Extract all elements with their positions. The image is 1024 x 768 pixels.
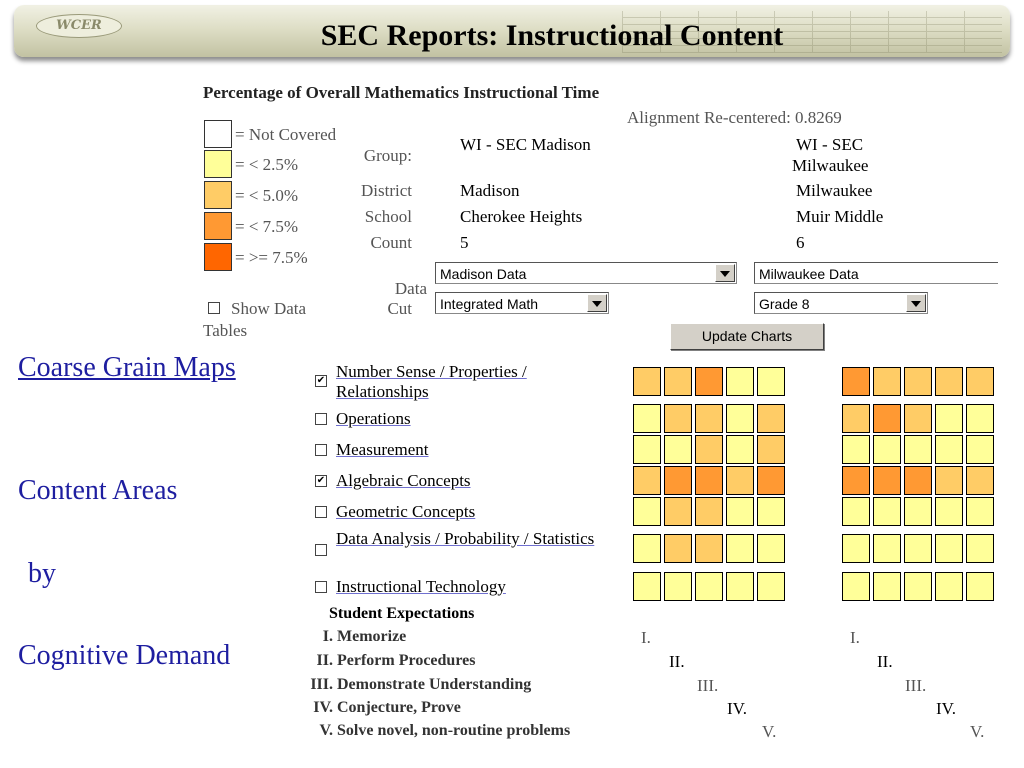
data-select-right[interactable] xyxy=(754,262,998,284)
expectation-label: Solve novel, non-routine problems xyxy=(337,722,571,739)
alignment-score: Alignment Re-centered: 0.8269 xyxy=(627,108,842,127)
axis-label-right: V. xyxy=(970,722,985,741)
data-select-left[interactable] xyxy=(435,262,737,284)
heatmap-cell xyxy=(664,534,692,563)
heatmap-cell xyxy=(726,497,754,526)
heatmap-cell xyxy=(695,435,723,464)
heatmap-cell xyxy=(842,367,870,396)
district-label: District xyxy=(361,181,412,200)
expectation-num: IV. xyxy=(313,699,333,716)
expectation-num: II. xyxy=(316,652,333,669)
by-label: by xyxy=(28,558,56,589)
group-value-right-line2: Milwaukee xyxy=(792,156,869,175)
heatmap-cell xyxy=(873,404,901,433)
district-value-left: Madison xyxy=(460,181,520,200)
heatmap-cell xyxy=(633,367,661,396)
heatmap-cell xyxy=(757,404,785,433)
heatmap-cell xyxy=(935,534,963,563)
heatmap-cell xyxy=(842,534,870,563)
group-value-left: WI - SEC Madison xyxy=(460,135,591,154)
chevron-down-icon[interactable] xyxy=(715,264,735,282)
expectation-label: Memorize xyxy=(337,628,407,645)
expectations-title: Student Expectations xyxy=(329,605,475,622)
school-label: School xyxy=(364,207,412,226)
heatmap-cell xyxy=(966,404,994,433)
wcer-logo: WCER xyxy=(36,14,122,38)
heatmap-cell xyxy=(904,367,932,396)
heatmap-cell xyxy=(726,534,754,563)
topic-operations[interactable]: Operations xyxy=(336,409,411,428)
heatmap-cell xyxy=(695,497,723,526)
heatmap-cell xyxy=(873,534,901,563)
heatmap-cell xyxy=(842,497,870,526)
heatmap-cell xyxy=(904,534,932,563)
heatmap-cell xyxy=(873,572,901,601)
cut-select-right[interactable] xyxy=(754,292,928,314)
topic-checkbox-algebraic[interactable]: ✔ xyxy=(316,475,326,486)
heatmap-cell xyxy=(726,367,754,396)
axis-label-right: II. xyxy=(877,652,893,671)
school-value-left: Cherokee Heights xyxy=(460,207,583,226)
heatmap-cell xyxy=(695,367,723,396)
heatmap-cell xyxy=(842,435,870,464)
data-label: Data xyxy=(394,279,427,298)
heatmap-cell xyxy=(966,367,994,396)
topic-checkbox-number-sense[interactable]: ✔ xyxy=(316,375,326,386)
heatmap-cell xyxy=(633,572,661,601)
content-areas-label: Content Areas xyxy=(18,475,178,506)
page-title: SEC Reports: Instructional Content xyxy=(320,19,784,52)
heatmap-cell xyxy=(757,435,785,464)
heatmap-cell xyxy=(726,404,754,433)
heatmap-cell xyxy=(904,466,932,495)
cut-select-right-value: Grade 8 xyxy=(759,296,810,312)
expectation-label: Perform Procedures xyxy=(337,652,476,669)
group-label: Group: xyxy=(363,146,412,165)
heatmap-cell xyxy=(695,534,723,563)
axis-label-left: V. xyxy=(762,722,777,741)
heatmap-cell xyxy=(726,572,754,601)
heatmap-cell xyxy=(904,497,932,526)
topic-measurement[interactable]: Measurement xyxy=(336,440,429,459)
topic-number-sense-line1: Number Sense / Properties / xyxy=(336,362,527,381)
heatmap-cell xyxy=(757,466,785,495)
axis-label-left: III. xyxy=(697,676,719,695)
heatmap-cell xyxy=(664,404,692,433)
cut-select-left[interactable] xyxy=(435,292,609,314)
count-label: Count xyxy=(370,233,412,252)
topic-checkbox-data-analysis[interactable] xyxy=(315,544,327,556)
heatmap-cell xyxy=(695,466,723,495)
heatmap-cell xyxy=(664,497,692,526)
legend-swatch-lt-2-5 xyxy=(204,150,232,178)
topic-checkbox-geometric[interactable] xyxy=(315,506,327,518)
heatmap-cell xyxy=(966,572,994,601)
cut-label: Cut xyxy=(387,299,412,318)
district-value-right: Milwaukee xyxy=(796,181,873,200)
chevron-down-icon[interactable] xyxy=(587,294,607,312)
legend-label: = < 5.0% xyxy=(235,186,299,205)
expectation-label: Demonstrate Understanding xyxy=(337,676,532,693)
heatmap-cell xyxy=(935,435,963,464)
heatmap-cell xyxy=(966,534,994,563)
coarse-grain-maps-link[interactable]: Coarse Grain Maps xyxy=(18,352,236,383)
topic-instructional-technology[interactable]: Instructional Technology xyxy=(336,577,506,596)
legend-swatch-gte-7-5 xyxy=(204,243,232,271)
heatmap-cell xyxy=(633,497,661,526)
expectation-num: V. xyxy=(319,722,333,739)
chevron-down-icon[interactable] xyxy=(906,294,926,312)
legend-swatch-lt-5-0 xyxy=(204,181,232,209)
heatmap-cell xyxy=(757,497,785,526)
heatmap-cell xyxy=(904,435,932,464)
axis-label-right: IV. xyxy=(936,699,956,718)
heatmap-cell xyxy=(873,497,901,526)
legend-label: = < 2.5% xyxy=(235,155,299,174)
heatmap-cell xyxy=(842,466,870,495)
heatmap-cell xyxy=(664,435,692,464)
heatmap-cell xyxy=(935,497,963,526)
topic-checkbox-operations[interactable] xyxy=(315,413,327,425)
axis-label-right: III. xyxy=(905,676,927,695)
heatmap-cell xyxy=(757,534,785,563)
heatmap-milwaukee xyxy=(842,367,997,602)
legend-label: = >= 7.5% xyxy=(235,248,308,267)
show-data-tables-label: Show Data Tables xyxy=(203,299,307,340)
heatmap-cell xyxy=(873,466,901,495)
cognitive-demand-label: Cognitive Demand xyxy=(18,640,231,671)
heatmap-cell xyxy=(966,497,994,526)
heatmap-cell xyxy=(633,404,661,433)
heatmap-cell xyxy=(664,466,692,495)
heatmap-cell xyxy=(935,367,963,396)
axis-label-left: I. xyxy=(641,628,651,647)
heatmap-cell xyxy=(842,572,870,601)
heatmap-cell xyxy=(695,404,723,433)
expectation-label: Conjecture, Prove xyxy=(337,699,461,716)
topic-number-sense[interactable] xyxy=(336,362,527,402)
heatmap-cell xyxy=(842,404,870,433)
heatmap-cell xyxy=(633,435,661,464)
heatmap-cell xyxy=(757,572,785,601)
count-value-right: 6 xyxy=(796,233,805,252)
heatmap-cell xyxy=(904,404,932,433)
legend-swatch-not-covered xyxy=(204,120,232,148)
heatmap-cell xyxy=(935,404,963,433)
heatmap-cell xyxy=(966,466,994,495)
topic-data-analysis[interactable]: Data Analysis / Probability / Statistics xyxy=(336,529,595,548)
heatmap-cell xyxy=(966,435,994,464)
section-title: Percentage of Overall Mathematics Instructional Time xyxy=(203,83,600,102)
data-select-right-value: Milwaukee Data xyxy=(759,266,859,282)
topic-geometric-concepts[interactable]: Geometric Concepts xyxy=(336,502,476,521)
topic-number-sense-line2: Relationships xyxy=(336,382,429,401)
heatmap-cell xyxy=(664,572,692,601)
heatmap-cell xyxy=(873,435,901,464)
heatmap-cell xyxy=(904,572,932,601)
topic-algebraic-concepts[interactable]: Algebraic Concepts xyxy=(336,471,471,490)
legend-label: = Not Covered xyxy=(235,125,337,144)
heatmap-cell xyxy=(726,466,754,495)
count-value-left: 5 xyxy=(460,233,469,252)
heatmap-cell xyxy=(935,466,963,495)
heatmap-cell xyxy=(664,367,692,396)
heatmap-cell xyxy=(695,572,723,601)
heatmap-cell xyxy=(633,534,661,563)
axis-label-left: IV. xyxy=(727,699,747,718)
data-select-left-value: Madison Data xyxy=(440,266,527,282)
group-value-right-line1: WI - SEC xyxy=(796,135,864,154)
heatmap-madison xyxy=(633,367,788,602)
cut-select-left-value: Integrated Math xyxy=(440,296,539,312)
heatmap-cell xyxy=(935,572,963,601)
school-value-right: Muir Middle xyxy=(796,207,884,226)
legend-swatch-lt-7-5 xyxy=(204,212,232,240)
heatmap-cell xyxy=(873,367,901,396)
expectation-num: III. xyxy=(310,676,333,693)
topic-checkbox-measurement[interactable] xyxy=(315,444,327,456)
axis-label-left: II. xyxy=(669,652,685,671)
update-charts-button[interactable]: Update Charts xyxy=(670,323,824,350)
heatmap-cell xyxy=(757,367,785,396)
legend-label: = < 7.5% xyxy=(235,217,299,236)
title-banner xyxy=(14,5,1010,57)
heatmap-cell xyxy=(726,435,754,464)
topic-checkbox-instructional-tech[interactable] xyxy=(315,581,327,593)
axis-label-right: I. xyxy=(850,628,860,647)
heatmap-cell xyxy=(633,466,661,495)
expectation-num: I. xyxy=(322,628,333,645)
